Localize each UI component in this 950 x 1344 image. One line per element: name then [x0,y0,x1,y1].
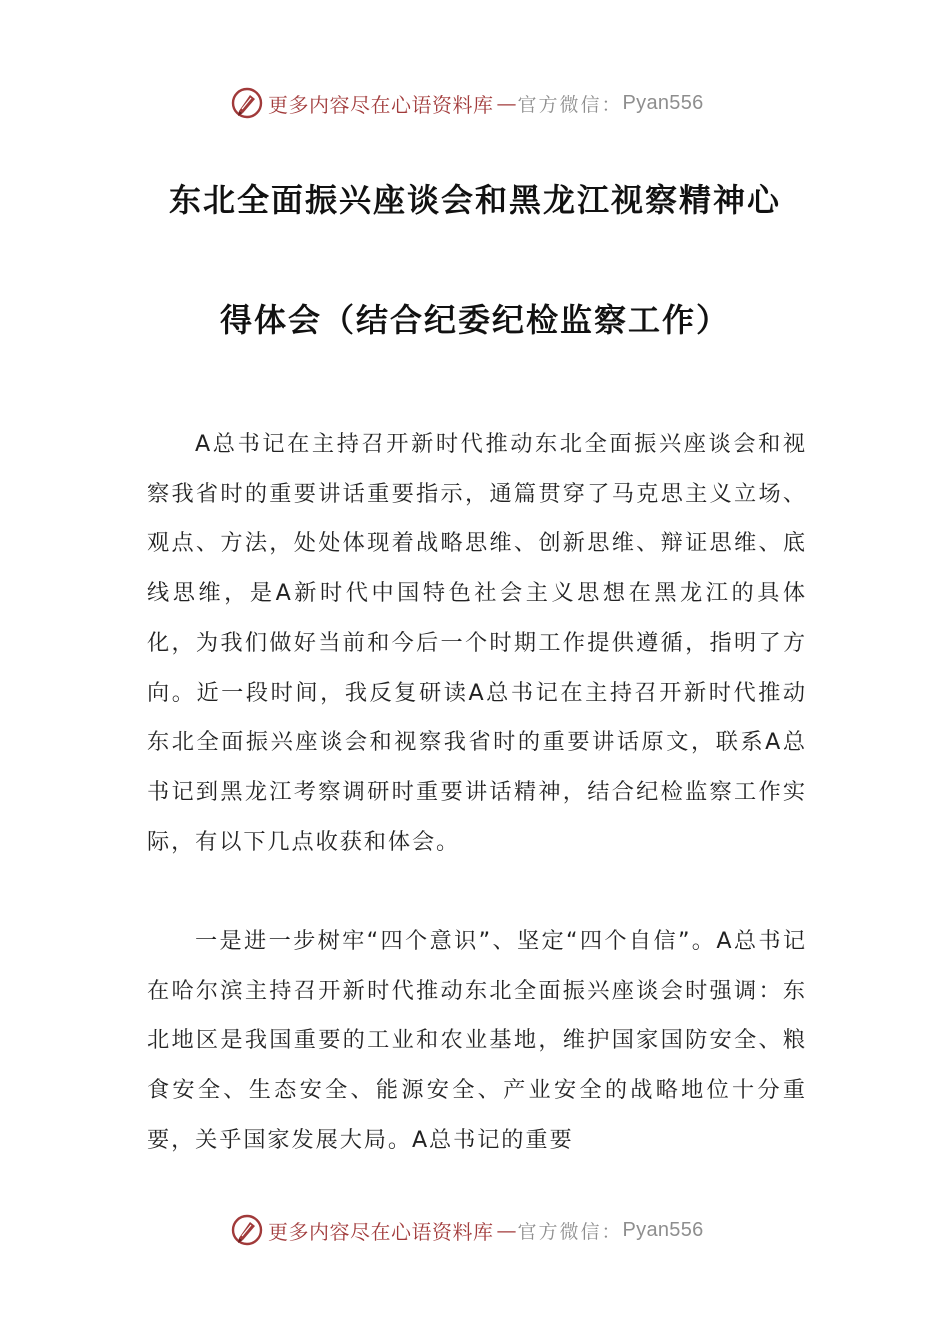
watermark-wechat-id: Pyan556 [622,91,704,114]
watermark-site-text: 更多内容尽在心语资料库 [268,1219,494,1244]
document-title-line-1: 东北全面振兴座谈会和黑龙江视察精神心 [168,181,781,219]
watermark-separator: — [496,91,515,115]
watermark-wechat-label: 官方微信： [517,1220,623,1243]
watermark-banner-top [230,83,704,123]
watermark-site-text: 更多内容尽在心语资料库 [268,92,494,117]
body-paragraph-2: 一是进一步树牢“四个意识”、坚定“四个自信”。A总书记在哈尔滨主持召开新时代推动东北全面振兴座谈会时强调：东北地区是我国重要的工业和农业基地，维护国家国防安全、粮食安全、生态安全、能源安全、产业安全的战略地位十分重要，关乎国家发展大局。A总书记的重要 [147,928,807,1153]
watermark-separator: — [496,1218,515,1242]
document-title-line-2: 得体会（结合纪委纪检监察工作） [219,301,730,339]
body-paragraph-1: A总书记在主持召开新时代推动东北全面振兴座谈会和视察我省时的重要讲话重要指示，通篇贯穿了马克思主义立场、观点、方法，处处体现着战略思维、创新思维、辩证思维、底线思维，是A新时代中国特色社会主义思想在黑龙江的具体化，为我们做好当前和今后一个时期工作提供遵循，指明了方向。近一段时间，我反复研读A总书记在主持召开新时代推动东北全面振兴座谈会和视察我省时的重要讲话原文，联系A总书记到黑龙江考察调研时重要讲话精神，结合纪检监察工作实际，有以下几点收获和体会。 [147,431,807,855]
watermark-wechat-id: Pyan556 [622,1218,704,1241]
pen-nib-logo-icon [230,1213,264,1247]
pen-nib-logo-icon [230,86,264,120]
watermark-banner-bottom [230,1210,704,1250]
watermark-wechat-label: 官方微信： [517,93,623,116]
